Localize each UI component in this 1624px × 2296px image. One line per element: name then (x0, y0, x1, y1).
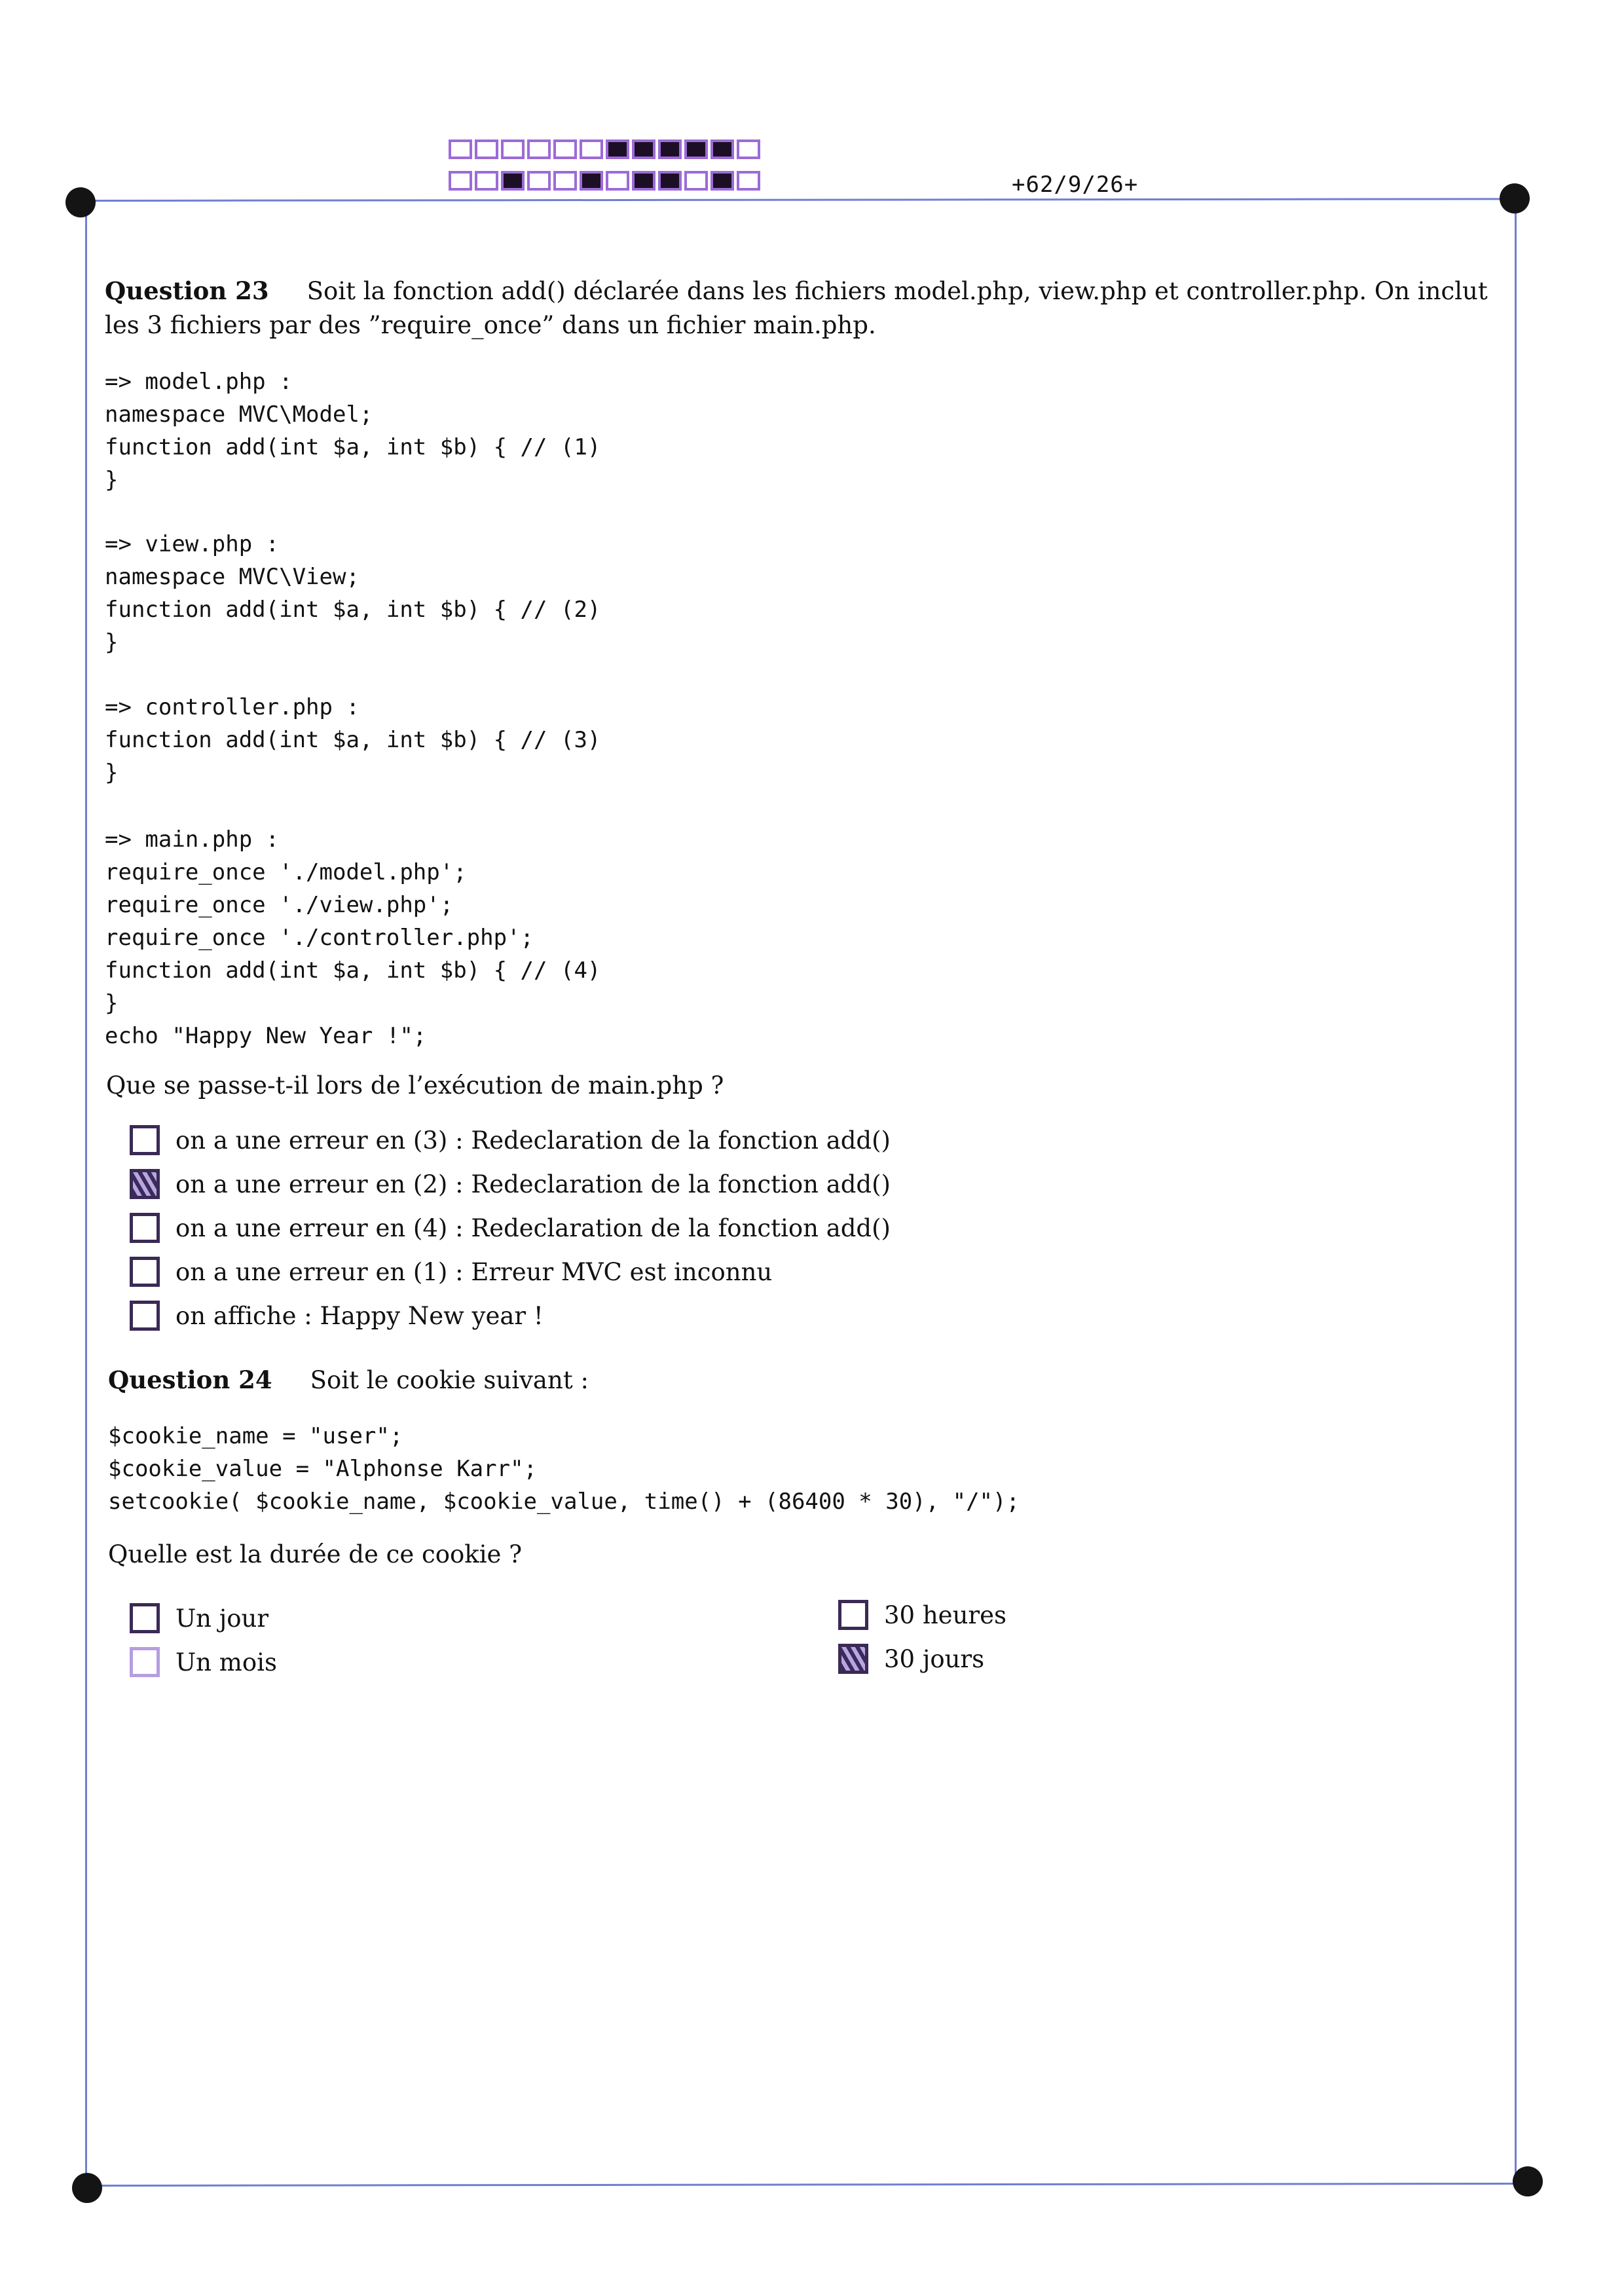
q24-choice-30-jours-checkbox[interactable] (838, 1644, 868, 1674)
q24-choice-un-jour-label: Un jour (175, 1604, 269, 1633)
id-mark-box (737, 139, 760, 159)
q23-choice-3[interactable] (130, 1213, 891, 1243)
question-24-prompt: Quelle est la durée de ce cookie ? (108, 1540, 523, 1568)
id-mark-box (710, 139, 734, 159)
q23-choice-5-label: on affiche : Happy New year ! (175, 1301, 544, 1330)
q24-choice-un-mois-label: Un mois (175, 1648, 277, 1676)
id-mark-box (501, 139, 525, 159)
q24-choice-30-heures[interactable] (838, 1600, 1006, 1630)
id-marks-row-2 (449, 171, 763, 191)
q24-choice-un-mois-checkbox[interactable] (130, 1647, 160, 1677)
q23-choice-1-label: on a une erreur en (3) : Redeclaration de la fonction add() (175, 1126, 891, 1155)
q23-choice-2-label: on a une erreur en (2) : Redeclaration de la fonction add() (175, 1170, 891, 1198)
q23-choice-3-checkbox[interactable] (130, 1213, 160, 1243)
id-mark-box (449, 139, 472, 159)
question-24-number: Question 24 (108, 1365, 272, 1394)
q23-choice-5-checkbox[interactable] (130, 1301, 160, 1331)
frame-top-line (80, 198, 1515, 202)
q23-choice-1[interactable] (130, 1125, 891, 1155)
id-marks-row-1 (449, 139, 763, 159)
q23-choice-5[interactable] (130, 1301, 544, 1331)
id-mark-box (684, 171, 708, 191)
q24-choice-un-mois[interactable] (130, 1647, 277, 1677)
q23-choice-2-checkbox[interactable] (130, 1169, 160, 1199)
frame-bottom-line (87, 2183, 1529, 2187)
q24-choice-30-heures-label: 30 heures (884, 1601, 1006, 1629)
id-mark-box (527, 171, 551, 191)
q23-choice-4[interactable] (130, 1257, 772, 1287)
code-controller-php: => controller.php : function add(int $a, int $b) { // (3) } (105, 694, 601, 786)
q24-choice-30-heures-checkbox[interactable] (838, 1600, 868, 1630)
q23-choice-1-checkbox[interactable] (130, 1125, 160, 1155)
q23-choice-4-label: on a une erreur en (1) : Erreur MVC est inconnu (175, 1257, 773, 1286)
q24-choice-un-jour[interactable] (130, 1603, 268, 1633)
frame-left-line (85, 203, 87, 2187)
question-23-number: Question 23 (105, 276, 269, 305)
id-mark-box (606, 171, 629, 191)
q23-choice-2[interactable] (130, 1169, 891, 1199)
id-mark-box (737, 171, 760, 191)
id-mark-box (449, 171, 472, 191)
code-view-php: => view.php : namespace MVC\View; function add(int $a, int $b) { // (2) } (105, 531, 601, 656)
code-cookie: $cookie_name = "user"; $cookie_value = "Alphonse Karr"; setcookie( $cookie_name, $cookie_value, time() + (86400 * 30), "/"); (108, 1423, 1020, 1515)
id-mark-box (658, 139, 682, 159)
question-23-intro: Soit la fonction add() déclarée dans les fichiers model.php, view.php et controller.php. On inclut les 3 fichiers par des ”require_once” dans un fichier main.php. (105, 277, 1488, 339)
id-mark-box (580, 139, 603, 159)
id-mark-box (475, 171, 498, 191)
question-24-intro: Soit le cookie suivant : (310, 1366, 589, 1394)
question-23-header (105, 274, 1496, 343)
id-mark-box (553, 139, 577, 159)
corner-mark-bottom-right (1513, 2166, 1543, 2196)
code-model-php: => model.php : namespace MVC\Model; function add(int $a, int $b) { // (1) } (105, 369, 601, 493)
code-main-php: => main.php : require_once './model.php'; require_once './view.php'; require_once './controller.php'; function add(int $a, int $b) { // (4) } echo "Happy New Year !"; (105, 826, 601, 1049)
frame-right-line (1515, 198, 1517, 2181)
corner-mark-top-right (1500, 183, 1530, 213)
corner-mark-top-left (65, 187, 96, 217)
id-mark-box (553, 171, 577, 191)
id-mark-box (710, 171, 734, 191)
question-23-prompt: Que se passe-t-il lors de l’exécution de main.php ? (106, 1071, 724, 1100)
q23-choice-4-checkbox[interactable] (130, 1257, 160, 1287)
q24-choice-30-jours[interactable] (838, 1644, 984, 1674)
id-mark-box (632, 139, 655, 159)
id-mark-box (475, 139, 498, 159)
corner-mark-bottom-left (72, 2173, 102, 2203)
q24-choice-30-jours-label: 30 jours (884, 1644, 985, 1673)
id-mark-box (606, 139, 629, 159)
id-mark-box (632, 171, 655, 191)
id-mark-box (658, 171, 682, 191)
page-identifier: +62/9/26+ (1012, 172, 1139, 198)
id-mark-box (580, 171, 603, 191)
question-24-header (108, 1365, 589, 1394)
id-mark-box (501, 171, 525, 191)
q24-choice-un-jour-checkbox[interactable] (130, 1603, 160, 1633)
id-mark-box (527, 139, 551, 159)
q23-choice-3-label: on a une erreur en (4) : Redeclaration de la fonction add() (175, 1213, 891, 1242)
id-mark-box (684, 139, 708, 159)
